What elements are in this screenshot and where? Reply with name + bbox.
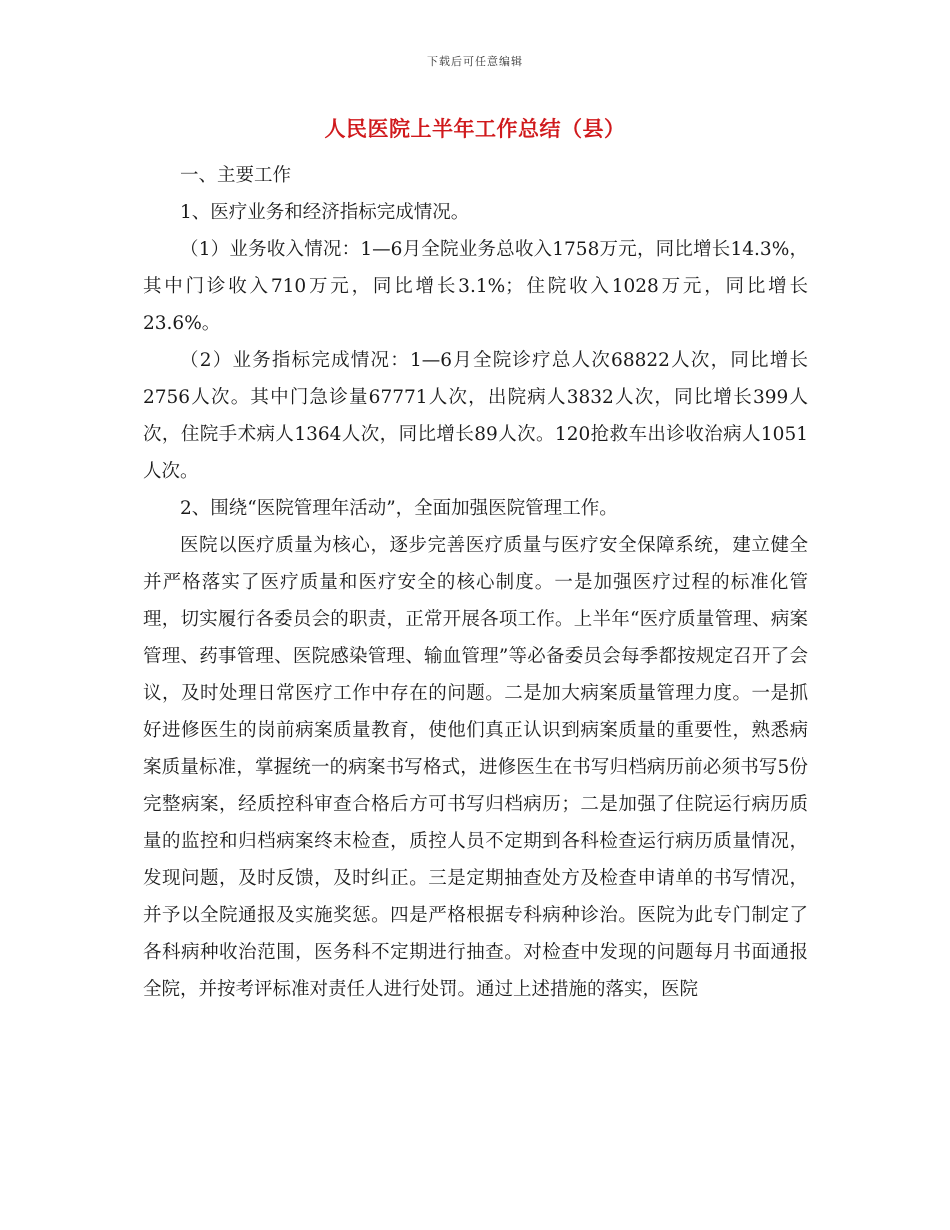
document-body (143, 157, 808, 1008)
paragraph-quality-management: 医院以医疗质量为核心，逐步完善医疗质量与医疗安全保障系统，建立健全并严格落实了医疗质量和医疗安全的核心制度。一是加强医疗过程的标准化管理，切实履行各委员会的职责，正常开展各项工作。上半年“医疗质量管理、病案管理、药事管理、医院感染管理、输血管理”等必备委员会每季都按规定召开了会议，及时处理日常医疗工作中存在的问题。二是加大病案质量管理力度。一是抓好进修医生的岗前病案质量教育，使他们真正认识到病案质量的重要性，熟悉病案质量标准，掌握统一的病案书写格式，进修医生在书写归档病历前必须书写5份完整病案，经质控科审查合格后方可书写归档病历；二是加强了住院运行病历质量的监控和归档病案终末检查，质控人员不定期到各科检查运行病历质量情况，发现问题，及时反馈，及时纠正。三是定期抽查处方及检查申请单的书写情况，并予以全院通报及实施奖惩。四是严格根据专科病种诊治。医院为此专门制定了各科病种收治范围，医务科不定期进行抽查。对检查中发现的问题每月书面通报全院，并按考评标准对责任人进行处罚。通过上述措施的落实，医院 (143, 535, 808, 1000)
subsection-heading-medical-business: 1、医疗业务和经济指标完成情况。 (180, 202, 470, 223)
paragraph-revenue: （1）业务收入情况：1—6月全院业务总收入1758万元，同比增长14.3%，其中门诊收入710万元，同比增长3.1%；住院收入1028万元，同比增长23.6%。 (143, 239, 808, 334)
section-heading-main-work: 一、主要工作 (180, 165, 292, 186)
document-title: 人民医院上半年工作总结（县） (324, 116, 626, 141)
page-header-note: 下载后可任意编辑 (427, 55, 523, 68)
paragraph-indicators: （2）业务指标完成情况：1—6月全院诊疗总人次68822人次，同比增长2756人次。其中门急诊量67771人次，出院病人3832人次，同比增长399人次，住院手术病人1364人次，同比增长89人次。120抢救车出诊收治病人1051人次。 (143, 350, 808, 482)
subsection-heading-management-year: 2、围绕“医院管理年活动”，全面加强医院管理工作。 (180, 498, 618, 519)
